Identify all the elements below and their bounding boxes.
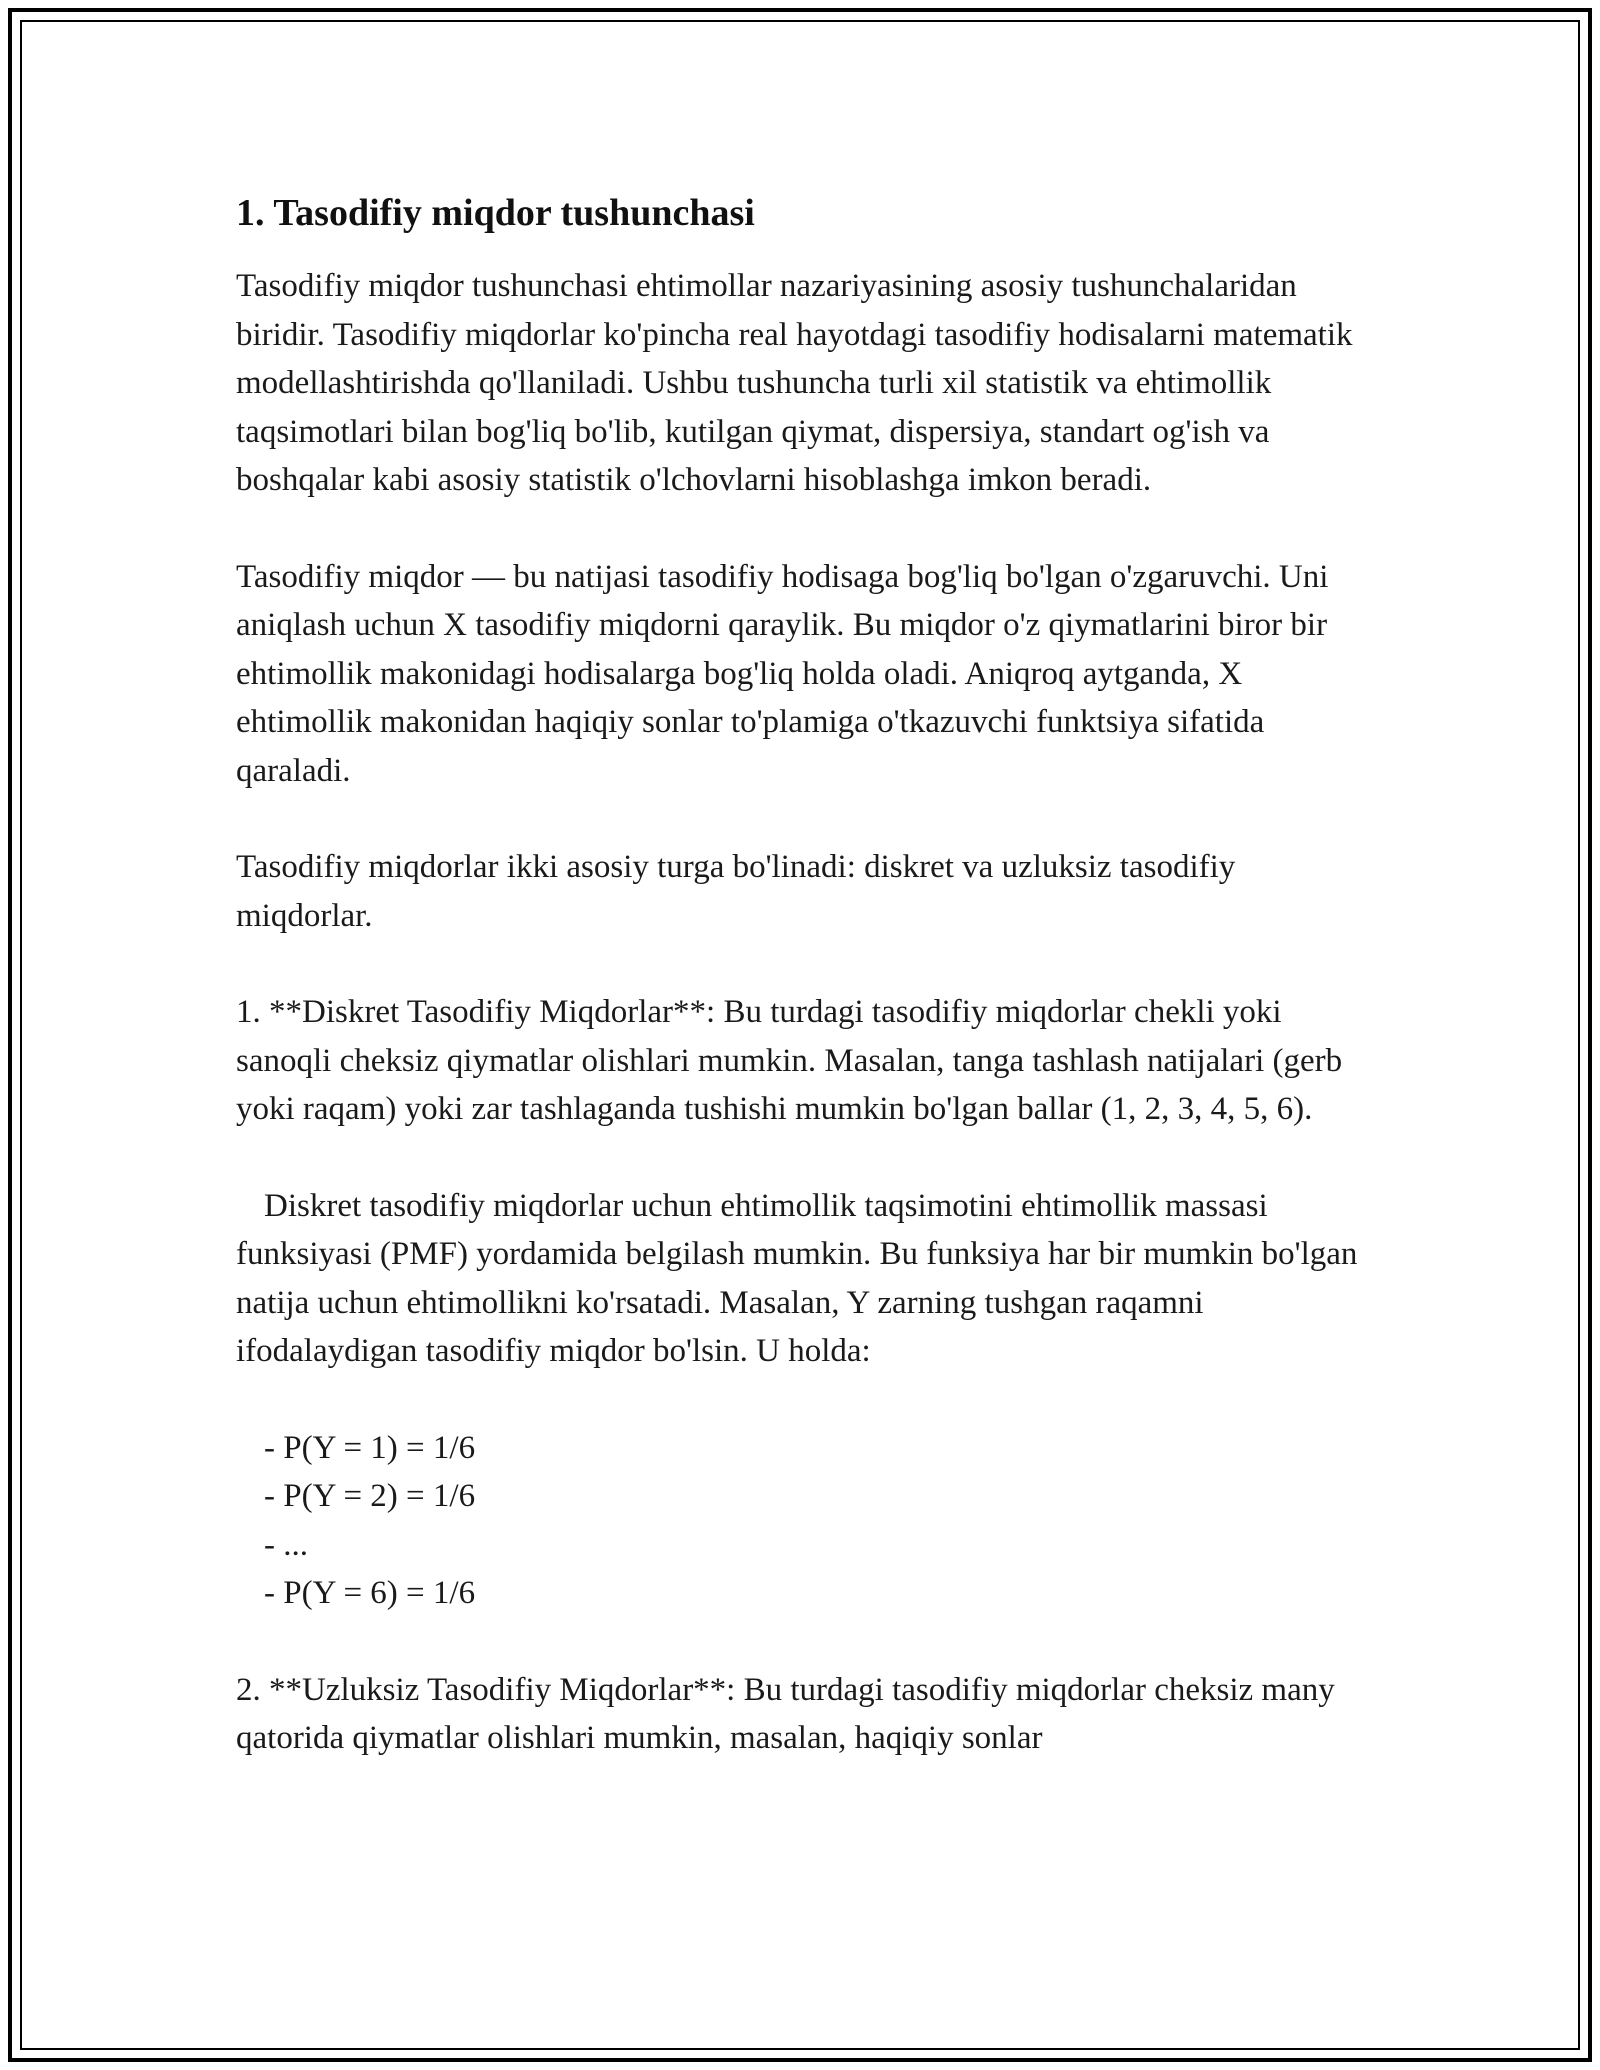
paragraph-intro: Tasodifiy miqdor tushunchasi ehtimollar nazariyasining asosiy tushunchalaridan biridir. Tasodifiy miqdorlar ko'pincha real hayotdagi tasodifiy hodisalarni matematik modellashtirishda qo'llaniladi. Ushbu tushuncha turli xil statistik va ehtimollik taqsimotlari bilan bog'liq bo'lib, kutilgan qiymat, dispersiya, standart og'ish va boshqalar kabi asosiy statistik o'lchovlarni hisoblashga imkon beradi. — [236, 268, 1353, 498]
section-heading: 1. Tasodifiy miqdor tushunchasi — [236, 192, 755, 234]
list-item: - P(Y = 6) = 1/6 — [264, 1575, 476, 1611]
list-item: - P(Y = 1) = 1/6 — [264, 1429, 476, 1466]
paragraph-continuous: 2. **Uzluksiz Tasodifiy Miqdorlar**: Bu turdagi tasodifiy miqdorlar cheksiz many qatorida qiymatlar olishlari mumkin, masalan, haqiqiy sonlar — [236, 1671, 1335, 1756]
document-body — [236, 190, 1376, 1811]
paragraph-definition: Tasodifiy miqdor — bu natijasi tasodifiy hodisaga bog'liq bo'lgan o'zgaruvchi. Uni aniqlash uchun X tasodifiy miqdorni qaraylik. Bu miqdor o'z qiymatlarini biror bir ehtimollik makonidagi hodisalarga bog'liq holda oladi. Aniqroq aytganda, X ehtimollik makonidan haqiqiy sonlar to'plamiga o'tkazuvchi funktsiya sifatida qaraladi. — [236, 558, 1329, 789]
pmf-list — [236, 1424, 1376, 1618]
paragraph-types: Tasodifiy miqdorlar ikki asosiy turga bo'linadi: diskret va uzluksiz tasodifiy miqdorlar. — [236, 849, 1236, 934]
paragraph-discrete: 1. **Diskret Tasodifiy Miqdorlar**: Bu turdagi tasodifiy miqdorlar chekli yoki sanoqli cheksiz qiymatlar olishlari mumkin. Masalan, tanga tashlash natijalari (gerb yoki raqam) yoki zar tashlaganda tushishi mumkin bo'lgan ballar (1, 2, 3, 4, 5, 6). — [236, 994, 1343, 1127]
list-item: - P(Y = 2) = 1/6 — [264, 1478, 476, 1514]
list-item: - ... — [264, 1526, 308, 1563]
paragraph-pmf: Diskret tasodifiy miqdorlar uchun ehtimollik taqsimotini ehtimollik massasi funksiyasi (PMF) yordamida belgilash mumkin. Bu funksiya har bir mumkin bo'lgan natija uchun ehtimollikni ko'rsatadi. Masalan, Y zarning tushgan raqamni ifodalaydigan tasodifiy miqdor bo'lsin. U holda: — [236, 1187, 1358, 1369]
